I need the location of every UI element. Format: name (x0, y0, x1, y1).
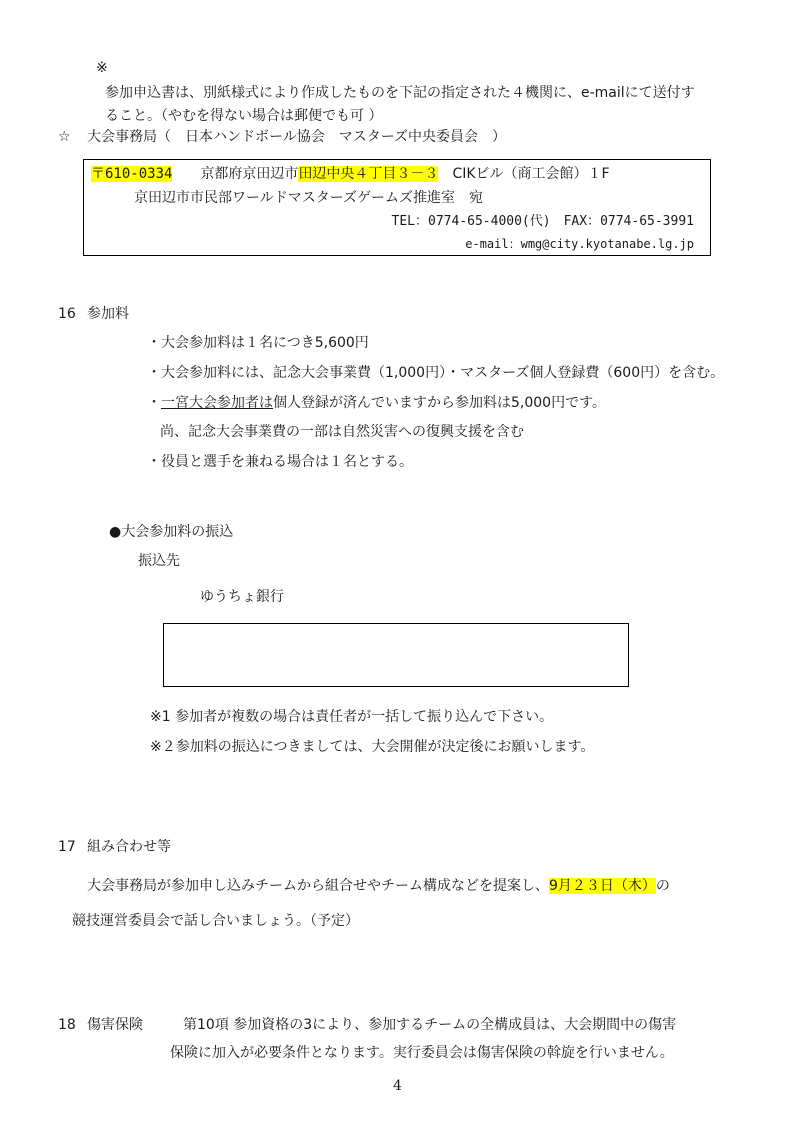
fee-bullet-3-cont: 尚、記念大会事業費の一部は自然災害への復興支援を含む (160, 424, 524, 440)
intro-line-2: ること。（やむを得ない場合は郵便でも可 ） (105, 108, 383, 124)
section-17-number: 17 (58, 839, 76, 855)
fee-bullet-3-dot: ・ (147, 395, 161, 411)
note-mark: ※ (96, 60, 108, 76)
section-16-number: 16 (58, 306, 76, 322)
section-17-paragraph-1 (87, 878, 670, 895)
fee-bullet-3-underlined: 一宮大会参加者は (161, 395, 273, 411)
section-16-title: 参加料 (87, 306, 129, 322)
transfer-note-2: ※２参加料の振込につきましては、大会開催が決定後にお願いします。 (150, 739, 595, 755)
address-street: 田辺中央４丁目３－３ (298, 166, 439, 182)
address-building: CIKビル（商工会館）１F (452, 166, 610, 182)
section-18-line-1: 第10項 参加資格の3により、参加するチームの全構成員は、大会期間中の傷害 (183, 1017, 677, 1033)
address-city: 京都府京田辺市 (200, 166, 299, 182)
intro-line-1: 参加申込書は、別紙様式により作成したものを下記の指定された４機関に、e-mailにて送付す (105, 85, 695, 101)
fee-bullet-2: ・大会参加料には、記念大会事業費（1,000円）・マスターズ個人登録費（600円）を含む。 (147, 365, 725, 381)
section-17-title: 組み合わせ等 (87, 839, 171, 855)
page-number: 4 (393, 1078, 402, 1094)
bank-name: ゆうちょ銀行 (200, 589, 284, 605)
star-mark: ☆ (58, 129, 71, 145)
postal-code: 〒610-0334 (91, 166, 173, 182)
account-box (163, 623, 629, 687)
tel-fax: TEL：0774-65-4000(代) FAX：0774-65-3991 (391, 214, 694, 229)
fee-bullet-3 (147, 395, 606, 412)
section-17-text: 大会事務局が参加申し込みチームから組合せやチーム構成などを提案し、 (87, 878, 549, 894)
fee-bullet-1: ・大会参加料は１名につき5,600円 (147, 335, 369, 351)
office-name: 京田辺市市民部ワールドマスターズゲームズ推進室 宛 (134, 190, 484, 206)
section-17-text-end: の (655, 878, 670, 894)
section-18-number: 18 (58, 1017, 76, 1033)
meeting-date: 9月２３日（木） (549, 878, 656, 894)
fee-bullet-4: ・役員と選手を兼ねる場合は１名とする。 (147, 454, 413, 470)
email-address[interactable]: e-mail：wmg@city.kyotanabe.lg.jp (465, 237, 694, 251)
address-line (91, 166, 610, 183)
address-box (83, 159, 711, 256)
transfer-destination-label: 振込先 (138, 553, 180, 569)
section-18-line-2: 保険に加入が必要条件となります。実行委員会は傷害保険の斡旋を行いません。 (170, 1045, 674, 1061)
transfer-heading: ●大会参加料の振込 (109, 524, 234, 540)
fee-bullet-3-rest: 個人登録が済んでいますから参加料は5,000円です。 (273, 395, 606, 411)
transfer-note-1: ※1 参加者が複数の場合は責任者が一括して振り込んで下さい。 (150, 709, 554, 725)
secretariat-heading: 大会事務局（ 日本ハンドボール協会 マスターズ中央委員会 ） (87, 129, 507, 145)
section-18-title: 傷害保険 (87, 1017, 143, 1033)
section-17-paragraph-2: 競技運営委員会で話し合いましょう。（予定） (72, 913, 359, 929)
